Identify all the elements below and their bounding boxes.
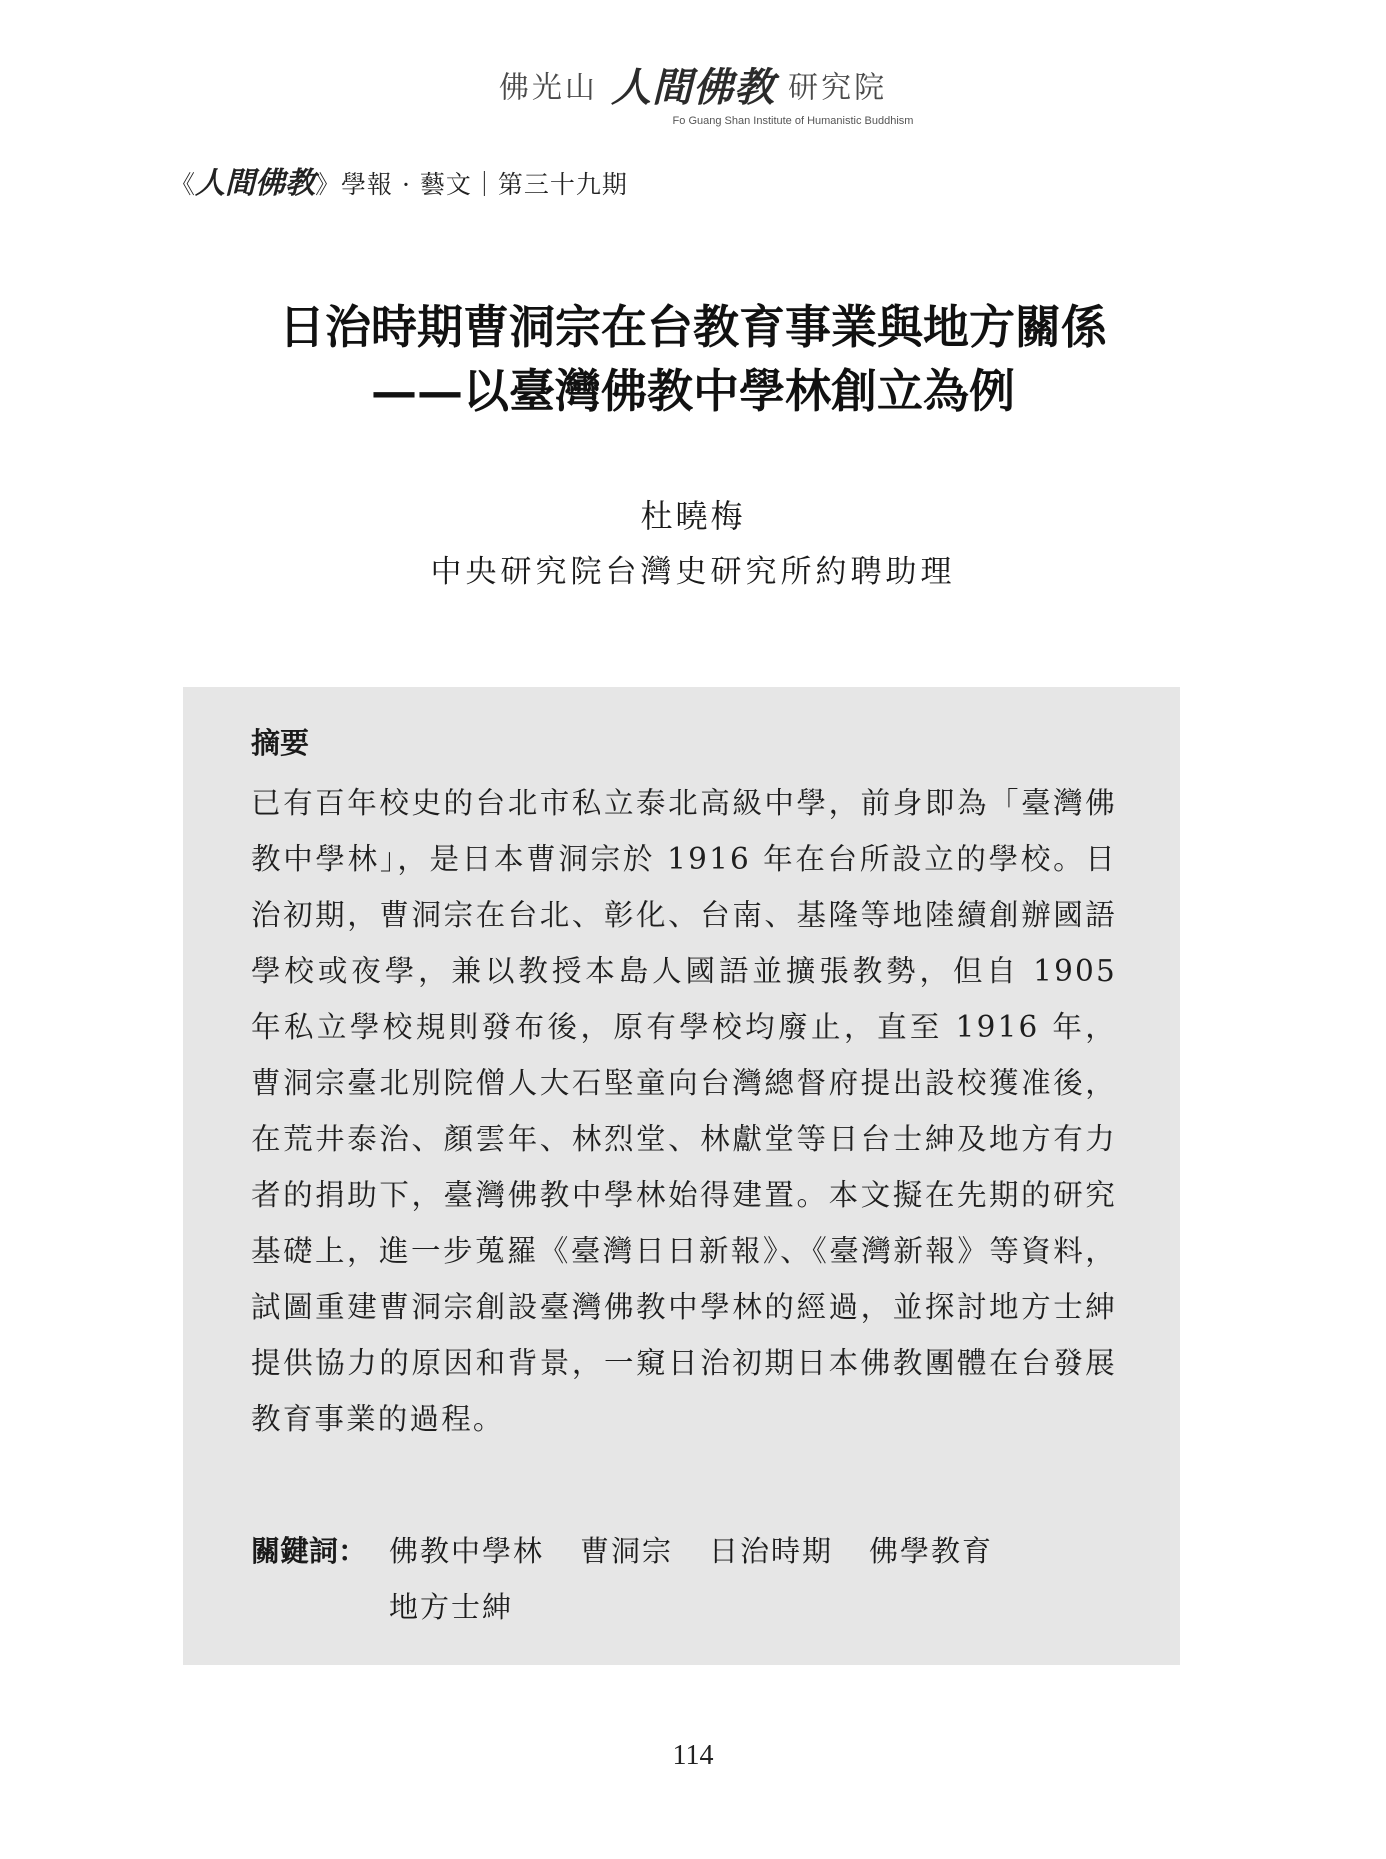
institute-english-name: Fo Guang Shan Institute of Humanistic Buddhism [672, 115, 914, 127]
abstract-box [183, 687, 1180, 1665]
institute-prefix: 佛光山 [498, 70, 598, 106]
journal-running-head [170, 158, 628, 202]
author-name: 杜曉梅 [640, 497, 746, 535]
institute-header [0, 56, 1386, 127]
article-title-line-1: 日治時期曹洞宗在台教育事業與地方關係 [279, 300, 1107, 354]
keyword-item: 佛教中學林 [389, 1534, 545, 1568]
page-number: 114 [672, 1740, 714, 1771]
author-affiliation: 中央研究院台灣史研究所約聘助理 [430, 554, 956, 590]
abstract-heading: 摘要 [251, 726, 310, 760]
institute-suffix: 研究院 [788, 70, 888, 106]
article-title-line-2: ——以臺灣佛教中學林創立為例 [371, 364, 1015, 418]
institute-brand-calligraphy: 人間佛教 [611, 64, 775, 111]
keyword-item: 地方士紳 [389, 1590, 514, 1624]
institute-logo [499, 56, 887, 113]
keywords-list [389, 1523, 1049, 1635]
keyword-item: 曹洞宗 [580, 1534, 674, 1568]
article-title [0, 295, 1386, 423]
abstract-body: 已有百年校史的台北市私立泰北高級中學，前身即為「臺灣佛教中學林」，是日本曹洞宗於 1916 年在台所設立的學校。日治初期，曹洞宗在台北、彰化、台南、基隆等地陸續創辦國語學校或夜學，兼以教授本島人國語並擴張教勢，但自 1905 年私立學校規則發布後，原有學校均廢止，直至 1916 年，曹洞宗臺北別院僧人大石堅童向台灣總督府提出設校獲准後，在荒井泰治、顏雲年、林烈堂、林獻堂等日台士紳及地方有力者的捐助下，臺灣佛教中學林始得建置。本文擬在先期的研究基礎上，進一步蒐羅《臺灣日日新報》、《臺灣新報》等資料，試圖重建曹洞宗創設臺灣佛教中學林的經過，並探討地方士紳提供協力的原因和背景，一窺日治初期日本佛教團體在台發展教育事業的過程。 [251, 786, 1117, 1436]
keyword-item: 日治時期 [709, 1534, 834, 1568]
journal-issue-info: 》學報 · 藝文｜第三十九期 [315, 170, 628, 199]
keyword-item: 佛學教育 [869, 1534, 994, 1568]
journal-brand-calligraphy: 人間佛教 [195, 166, 316, 201]
journal-open-bracket: 《 [170, 170, 196, 199]
keywords-label: 關鍵詞： [251, 1534, 368, 1568]
